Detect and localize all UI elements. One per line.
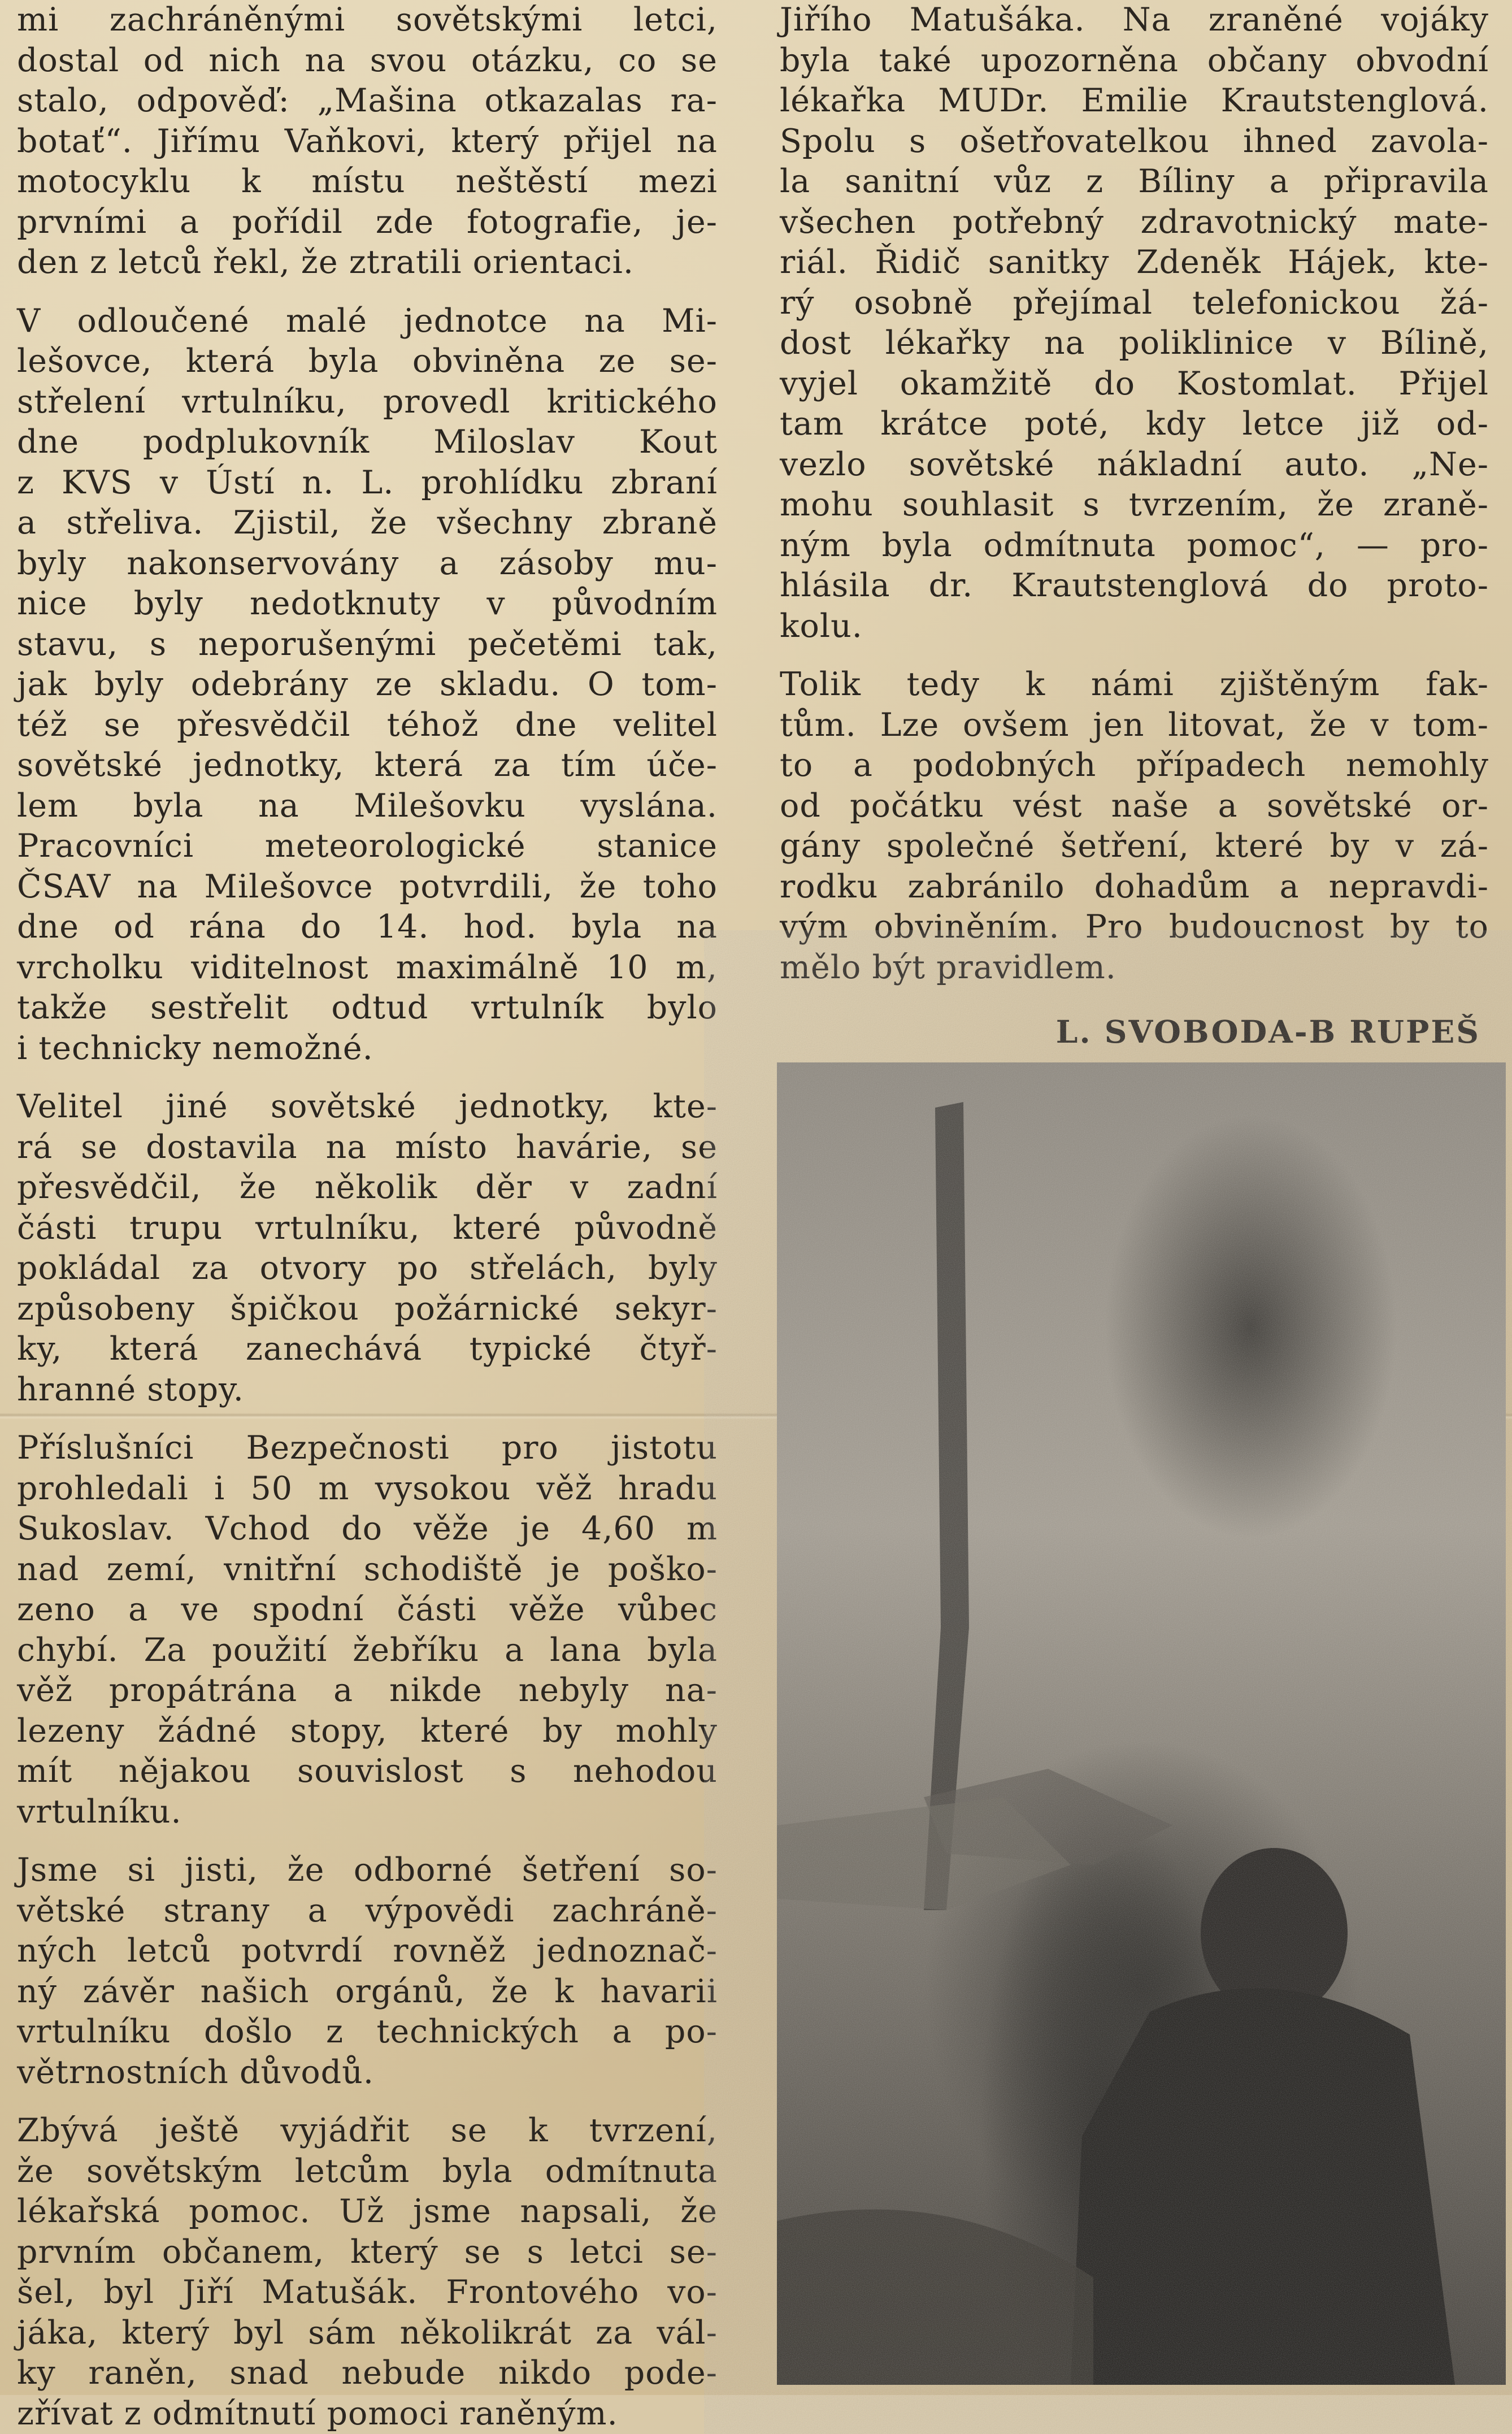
paragraph [17, 1428, 718, 1832]
text-line: vrtulníku došlo z technických a po- [17, 2012, 718, 2053]
text-line: V odloučené malé jednotce na Mi- [17, 301, 718, 342]
text-line: nad zemí, vnitřní schodiště je poško- [17, 1550, 718, 1590]
paragraph-gap [17, 283, 718, 301]
text-line: ný závěr našich orgánů, že k havarii [17, 1972, 718, 2012]
text-line: jáka, který byl sám několikrát za vál- [17, 2313, 718, 2354]
text-line: pokládal za otvory po střelách, byly [17, 1248, 718, 1289]
text-line: lešovce, která byla obviněna ze se- [17, 341, 718, 382]
text-line: jak byly odebrány ze skladu. O tom- [17, 665, 718, 705]
accident-photo [777, 1062, 1506, 2385]
text-line: všechen potřebný zdravotnický mate- [780, 202, 1489, 243]
text-line: Pracovníci meteorologické stanice [17, 826, 718, 867]
text-line: mít nějakou souvislost s nehodou [17, 1751, 718, 1792]
text-line: nice byly nedotknuty v původním [17, 584, 718, 624]
text-line: zeno a ve spodní části věže vůbec [17, 1590, 718, 1630]
text-line: zřívat z odmítnutí pomoci raněným. [17, 2394, 718, 2434]
paragraph [17, 301, 718, 1069]
text-line: sovětské jednotky, která za tím úče- [17, 745, 718, 786]
text-line: botať“. Jiřímu Vaňkovi, který přijel na [17, 122, 718, 162]
paragraph [780, 665, 1489, 988]
text-line: od počátku vést naše a sovětské or- [780, 786, 1489, 827]
text-line: hlásila dr. Krautstenglová do proto- [780, 566, 1489, 606]
text-line: Jiřího Matušáka. Na zraněné vojáky [780, 0, 1489, 41]
text-line: stavu, s neporušenými pečetěmi tak, [17, 624, 718, 665]
text-line: z KVS v Ústí n. L. prohlídku zbraní [17, 463, 718, 504]
text-line: prohledali i 50 m vysokou věž hradu [17, 1469, 718, 1509]
text-line: prvním občanem, který se s letci se- [17, 2232, 718, 2273]
text-line: la sanitní vůz z Bíliny a připravila [780, 162, 1489, 202]
text-line: větské strany a výpovědi zachráně- [17, 1891, 718, 1932]
text-line: i technicky nemožné. [17, 1029, 718, 1069]
text-line: Jsme si jisti, že odborné šetření so- [17, 1850, 718, 1891]
text-line: tam krátce poté, kdy letce již od- [780, 404, 1489, 445]
text-line: stalo, odpověď: „Mašina otkazalas ra- [17, 81, 718, 122]
text-line: prvními a pořídil zde fotografie, je- [17, 202, 718, 243]
text-line: a střeliva. Zjistil, že všechny zbraně [17, 503, 718, 544]
text-line: lékařka MUDr. Emilie Krautstenglová. [780, 81, 1489, 122]
text-line: dne podplukovník Miloslav Kout [17, 422, 718, 463]
left-column [17, 0, 718, 2434]
text-line: den z letců řekl, že ztratili orientaci. [17, 242, 718, 283]
text-line: mělo být pravidlem. [780, 948, 1489, 988]
paragraph-gap [780, 647, 1489, 665]
text-line: to a podobných případech nemohly [780, 745, 1489, 786]
text-line: Zbývá ještě vyjádřit se k tvrzení, [17, 2111, 718, 2151]
paragraph-gap [17, 1832, 718, 1850]
text-line: Sukoslav. Vchod do věže je 4,60 m [17, 1509, 718, 1550]
text-line: ky, která zanechává typické čtyř- [17, 1329, 718, 1370]
paragraph [780, 0, 1489, 647]
text-line: ČSAV na Milešovce potvrdili, že toho [17, 867, 718, 908]
right-column [780, 0, 1489, 988]
text-line: Tolik tedy k námi zjištěným fak- [780, 665, 1489, 705]
text-line: mohu souhlasit s tvrzením, že zraně- [780, 485, 1489, 526]
text-line: byly nakonservovány a zásoby mu- [17, 544, 718, 584]
text-line: věž propátrána a nikde nebyly na- [17, 1671, 718, 1711]
text-line: vým obviněním. Pro budoucnost by to [780, 907, 1489, 948]
text-line: Příslušníci Bezpečnosti pro jistotu [17, 1428, 718, 1469]
text-line: ky raněn, snad nebude nikdo pode- [17, 2353, 718, 2394]
text-line: vrcholku viditelnost maximálně 10 m, [17, 948, 718, 988]
text-line: byla také upozorněna občany obvodní [780, 41, 1489, 81]
text-line: dne od rána do 14. hod. byla na [17, 907, 718, 948]
text-line: části trupu vrtulníku, které původně [17, 1208, 718, 1249]
paragraph [17, 1087, 718, 1410]
text-line: mi zachráněnými sovětskými letci, [17, 0, 718, 41]
text-line: způsobeny špičkou požárnické sekyr- [17, 1289, 718, 1330]
text-line: rý osobně přejímal telefonickou žá- [780, 283, 1489, 324]
paragraph-gap [17, 2093, 718, 2111]
text-line: rá se dostavila na místo havárie, se [17, 1127, 718, 1168]
text-line: hranné stopy. [17, 1370, 718, 1411]
text-line: motocyklu k místu neštěstí mezi [17, 162, 718, 202]
text-line: kolu. [780, 606, 1489, 647]
paragraph [17, 1850, 718, 2093]
text-line: lem byla na Milešovku vyslána. [17, 786, 718, 827]
text-line: střelení vrtulníku, provedl kritického [17, 382, 718, 423]
paragraph [17, 0, 718, 283]
text-line: šel, byl Jiří Matušák. Frontového vo- [17, 2272, 718, 2313]
photo-image [777, 1062, 1506, 2385]
text-line: dostal od nich na svou otázku, co se [17, 41, 718, 81]
text-line: vrtulníku. [17, 1792, 718, 1833]
text-line: Velitel jiné sovětské jednotky, kte- [17, 1087, 718, 1127]
text-line: vezlo sovětské nákladní auto. „Ne- [780, 445, 1489, 485]
text-line: rodku zabránilo dohadům a nepravdi- [780, 867, 1489, 908]
text-line: Spolu s ošetřovatelkou ihned zavola- [780, 122, 1489, 162]
text-line: též se přesvědčil téhož dne velitel [17, 705, 718, 746]
text-line: přesvědčil, že několik děr v zadní [17, 1168, 718, 1208]
paragraph-gap [17, 1069, 718, 1087]
text-line: gány společné šetření, které by v zá- [780, 826, 1489, 867]
author-signature: L. SVOBODA-B RUPEŠ [780, 1013, 1480, 1050]
text-line: chybí. Za použití žebříku a lana byla [17, 1630, 718, 1671]
text-line: ných letců potvrdí rovněž jednoznač- [17, 1931, 718, 1972]
text-line: lezeny žádné stopy, které by mohly [17, 1711, 718, 1752]
text-line: dost lékařky na poliklinice v Bílině, [780, 323, 1489, 364]
text-line: takže sestřelit odtud vrtulník bylo [17, 988, 718, 1029]
text-line: riál. Řidič sanitky Zdeněk Hájek, kte- [780, 242, 1489, 283]
text-line: že sovětským letcům byla odmítnuta [17, 2151, 718, 2192]
text-line: vyjel okamžitě do Kostomlat. Přijel [780, 364, 1489, 405]
text-line: ným byla odmítnuta pomoc“, — pro- [780, 526, 1489, 566]
text-line: tům. Lze ovšem jen litovat, že v tom- [780, 705, 1489, 746]
paragraph-gap [17, 1410, 718, 1428]
text-line: větrnostních důvodů. [17, 2053, 718, 2093]
text-line: lékařská pomoc. Už jsme napsali, že [17, 2192, 718, 2232]
paragraph [17, 2111, 718, 2434]
